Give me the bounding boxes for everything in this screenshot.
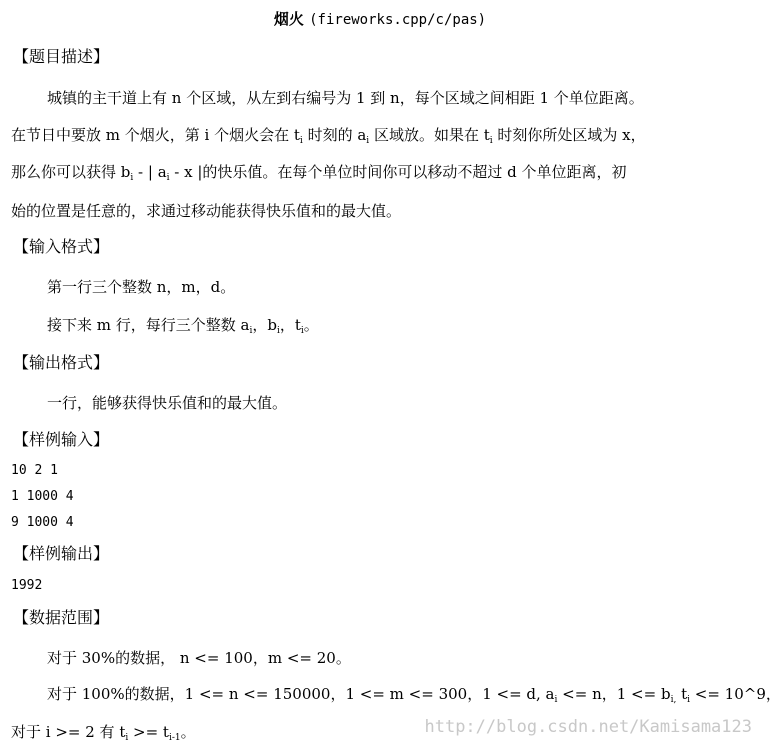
- page-title: [0, 9, 760, 30]
- title-files: (fireworks.cpp/c/pas): [309, 12, 487, 28]
- range-line-2: 对于 100%的数据，1 <= n <= 150000，1 <= m <= 300，1 <= d, $a_i <= n$，$1 <= b_{i,}$ $t_i$ <= 10^9，: [47, 685, 781, 705]
- input-line-1: 第一行三个整数 n，m，d。: [47, 278, 236, 296]
- input-heading: 【输入格式】: [13, 237, 110, 256]
- range-line-1: 对于 30%的数据， n <= 100，m <= 20。: [47, 649, 351, 667]
- sample-input-line-2: 1 1000 4: [11, 489, 74, 504]
- description-line-3: 那么你可以获得 $b_i$ - | $a_i$ - x |的快乐值。在每个单位时间你可以移动不超过 d 个单位距离，初: [11, 163, 627, 183]
- sample-input-line-3: 9 1000 4: [11, 515, 74, 530]
- sample-input-heading: 【样例输入】: [13, 430, 110, 449]
- input-line-2: 接下来 m 行，每行三个整数 $a_i$，$b_i$，$t_i$。: [47, 316, 319, 336]
- sample-output-line-1: 1992: [11, 578, 43, 593]
- watermark-url: http://blog.csdn.net/Kamisama123: [424, 717, 752, 737]
- range-line-3: 对于 i >= 2 有 $t_i >= t_{i-1}$。: [11, 723, 196, 743]
- description-heading: 【题目描述】: [13, 47, 110, 66]
- description-line-2: 在节日中要放 m 个烟火，第 i 个烟火会在 $t_i$ 时刻的 $a_i$ 区域放。如果在 $t_i$ 时刻你所处区域为 x，: [11, 126, 646, 146]
- sample-input-line-1: 10 2 1: [11, 463, 58, 478]
- description-line-1: 城镇的主干道上有 n 个区域，从左到右编号为 1 到 n，每个区域之间相距 1 个单位距离。: [47, 89, 644, 107]
- sample-output-heading: 【样例输出】: [13, 544, 110, 563]
- output-heading: 【输出格式】: [13, 353, 110, 372]
- output-line-1: 一行，能够获得快乐值和的最大值。: [47, 394, 288, 412]
- title-main: 烟火: [273, 10, 304, 28]
- description-line-4: 始的位置是任意的，求通过移动能获得快乐值和的最大值。: [11, 202, 402, 220]
- range-heading: 【数据范围】: [13, 608, 110, 627]
